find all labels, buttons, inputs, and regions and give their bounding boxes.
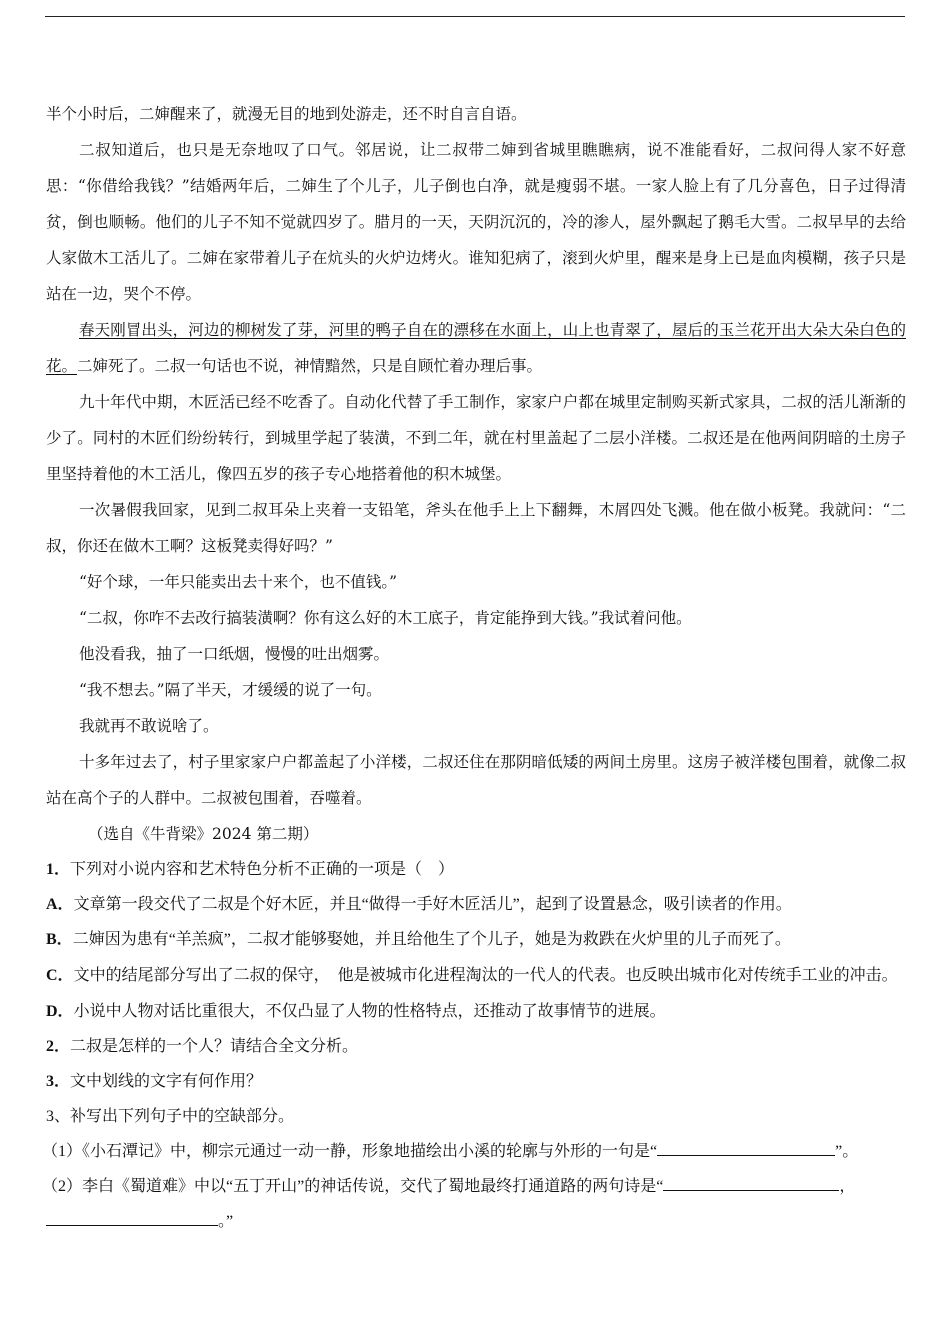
answer-blank-3[interactable] [46,1211,218,1226]
question-1-stem: 1．下列对小说内容和艺术特色分析不正确的一项是（ ） [46,861,455,878]
story-paragraph-1: 半个小时后，二婶醒来了，就漫无目的地到处游走，还不时自言自语。 [46,105,527,123]
story-paragraph-3 [46,312,906,384]
story-paragraph-6: 他没看我，抽了一口纸烟，慢慢的吐出烟雾。 [79,645,390,663]
underlined-passage: 春天刚冒出头，河边的柳树发了芽，河里的鸭子自在的漂移在水面上，山上也青翠了，屋后的玉兰花开出大朵大朵白色的花。 [46,321,906,375]
document-body [42,96,906,1239]
question-1-option-b: B．二婶因为患有“羊羔疯”，二叔才能够娶她，并且给他生了个儿子，她是为救跌在火炉里的儿子而死了。 [46,931,791,948]
question-4-item-2-cont: 。” [46,1204,906,1239]
answer-blank-2[interactable] [663,1176,839,1191]
question-1-option-d: D．小说中人物对话比重很大，不仅凸显了人物的性格特点，还推动了故事情节的进展。 [46,1003,666,1020]
story-dialogue-3: “我不想去。”隔了半天，才缓缓的说了一句。 [79,681,382,699]
question-4-heading: 3、补写出下列句子中的空缺部分。 [46,1108,295,1125]
story-paragraph-4: 九十年代中期，木匠活已经不吃香了。自动化代替了手工制作，家家户户都在城里定制购买新式家具，二叔的活儿渐渐的少了。同村的木匠们纷纷转行，到城里学起了装潢，不到二年，就在村里盖起了二层小洋楼。二叔还是在他两间阴暗的土房子里坚持着他的木工活儿，像四五岁的孩子专心地搭着他的积木城堡。 [46,393,906,483]
top-rule [45,16,905,17]
story-paragraph-7: 我就再不敢说啥了。 [79,717,219,735]
question-4-item-1: （1）《小石潭记》中，柳宗元通过一动一静，形象地描绘出小溪的轮廓与外形的一句是“ ”。 [42,1143,859,1160]
story-paragraph-3-rest: 二婶死了。二叔一句话也不说，神情黯然，只是自顾忙着办理后事。 [77,357,543,375]
question-3: 3．文中划线的文字有何作用？ [46,1073,263,1090]
question-1-option-c: C．文中的结尾部分写出了二叔的保守， 他是被城市化进程淘汰的一代人的代表。也反映出城市化对传统手工业的冲击。 [46,967,898,984]
question-1-option-a: A．文章第一段交代了二叔是个好木匠，并且“做得一手好木匠活儿”，起到了设置悬念，吸引读者的作用。 [46,896,792,913]
story-paragraph-2: 二叔知道后，也只是无奈地叹了口气。邻居说，让二叔带二婶到省城里瞧瞧病，说不准能看好，二叔问得人家不好意思：“你借给我钱？”结婚两年后，二婶生了个儿子，儿子倒也白净，就是瘦弱不堪。一家人脸上有了几分喜色，日子过得清贫，倒也顺畅。他们的儿子不知不觉就四岁了。腊月的一天，天阴沉沉的，冷的渗人，屋外飘起了鹅毛大雪。二叔早早的去给人家做木工活儿了。二婶在家带着儿子在炕头的火炉边烤火。谁知犯病了，滚到火炉里，醒来是身上已是血肉模糊，孩子只是站在一边，哭个不停。 [46,141,906,303]
story-dialogue-1: “好个球，一年只能卖出去十来个，也不值钱。” [79,573,398,591]
story-paragraph-8: 十多年过去了，村子里家家户户都盖起了小洋楼，二叔还住在那阴暗低矮的两间土房里。这房子被洋楼包围着，就像二叔站在高个子的人群中。二叔被包围着，吞噬着。 [46,753,906,807]
answer-blank-1[interactable] [657,1141,835,1156]
source-citation: （选自《牛背梁》2024 第二期） [88,825,319,843]
question-2: 2．二叔是怎样的一个人？请结合全文分析。 [46,1038,359,1055]
story-paragraph-5: 一次暑假我回家，见到二叔耳朵上夹着一支铅笔，斧头在他手上上下翻舞，木屑四处飞溅。他在做小板凳。我就问：“二叔，你还在做木工啊？这板凳卖得好吗？” [46,501,906,555]
story-dialogue-2: “二叔，你咋不去改行搞装潢啊？你有这么好的木工底子，肯定能挣到大钱。”我试着问他。 [79,609,692,627]
question-4-item-2: （2）李白《蜀道难》中以“五丁开山”的神话传说，交代了蜀地最终打通道路的两句诗是“ ， [42,1178,856,1195]
